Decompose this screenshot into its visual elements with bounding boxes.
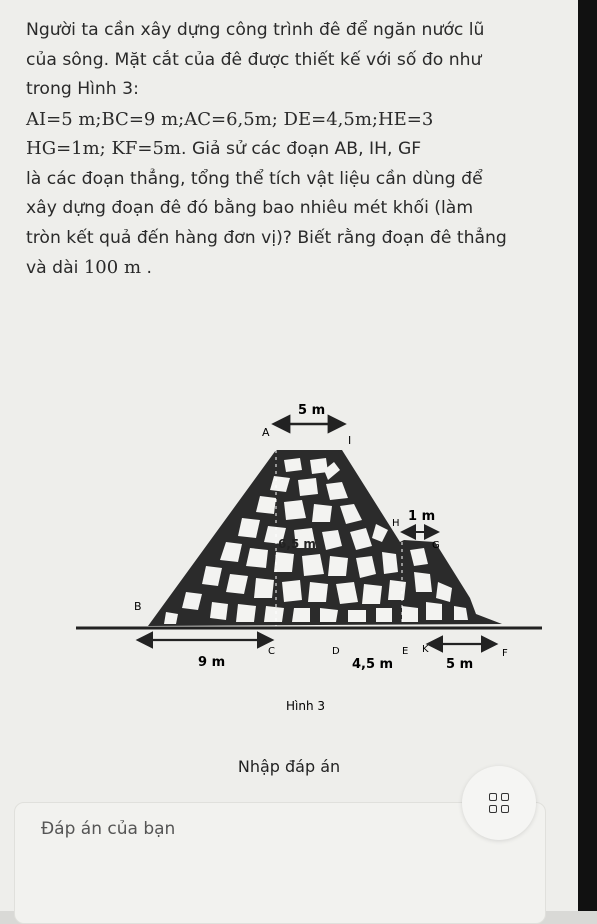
label-ac-length: 6,5 m <box>278 537 316 551</box>
question-text-fragment: và dài <box>26 258 84 278</box>
screen-edge <box>578 0 597 911</box>
question-line: tròn kết quả đến hàng đơn vị)? Biết rằng đoạn đê thẳng <box>26 227 507 248</box>
label-de-length: 4,5 m <box>352 657 394 672</box>
question-text <box>26 16 566 284</box>
label-h: H <box>392 518 400 529</box>
label-c: C <box>268 646 275 657</box>
label-k: K <box>422 644 429 655</box>
question-text-fragment: . Giả sử các đoạn AB, IH, GF <box>181 139 422 159</box>
question-line: của sông. Mặt cắt của đê được thiết kế với số đo như <box>26 49 482 70</box>
question-line: Người ta cần xây dựng công trình đê để ngăn nước lũ <box>26 20 485 40</box>
figure-caption: Hình 3 <box>286 699 326 713</box>
keypad-button[interactable] <box>462 766 536 840</box>
question-text-fragment: . <box>141 258 152 278</box>
question-line <box>26 253 566 284</box>
question-math-line: AI=5 m;BC=9 m;AC=6,5m; DE=4,5m;HE=3 <box>26 108 434 130</box>
question-math: 100 m <box>83 257 142 278</box>
label-hg-length: 1 m <box>408 509 436 524</box>
question-line: xây dựng đoạn đê đó bằng bao nhiêu mét khối (làm <box>26 198 474 218</box>
label-kf-length: 5 m <box>446 657 474 672</box>
question-line <box>26 134 566 165</box>
dike-cross-section-figure <box>70 392 550 722</box>
question-line: là các đoạn thẳng, tổng thể tích vật liệu cần dùng để <box>26 168 483 189</box>
label-d: D <box>332 646 340 657</box>
question-line: trong Hình 3: <box>26 79 139 99</box>
label-i: I <box>348 434 352 447</box>
answer-placeholder: Đáp án của bạn <box>41 819 176 839</box>
answer-heading: Nhập đáp án <box>237 757 341 776</box>
question-math: HG=1m; KF=5m <box>26 138 182 159</box>
label-g: G <box>432 540 440 551</box>
label-a: A <box>262 426 270 439</box>
label-top-length: 5 m <box>298 403 326 418</box>
label-bc-length: 9 m <box>198 655 226 670</box>
label-e: E <box>402 646 409 657</box>
label-b: B <box>134 600 142 613</box>
label-f: F <box>502 648 508 659</box>
